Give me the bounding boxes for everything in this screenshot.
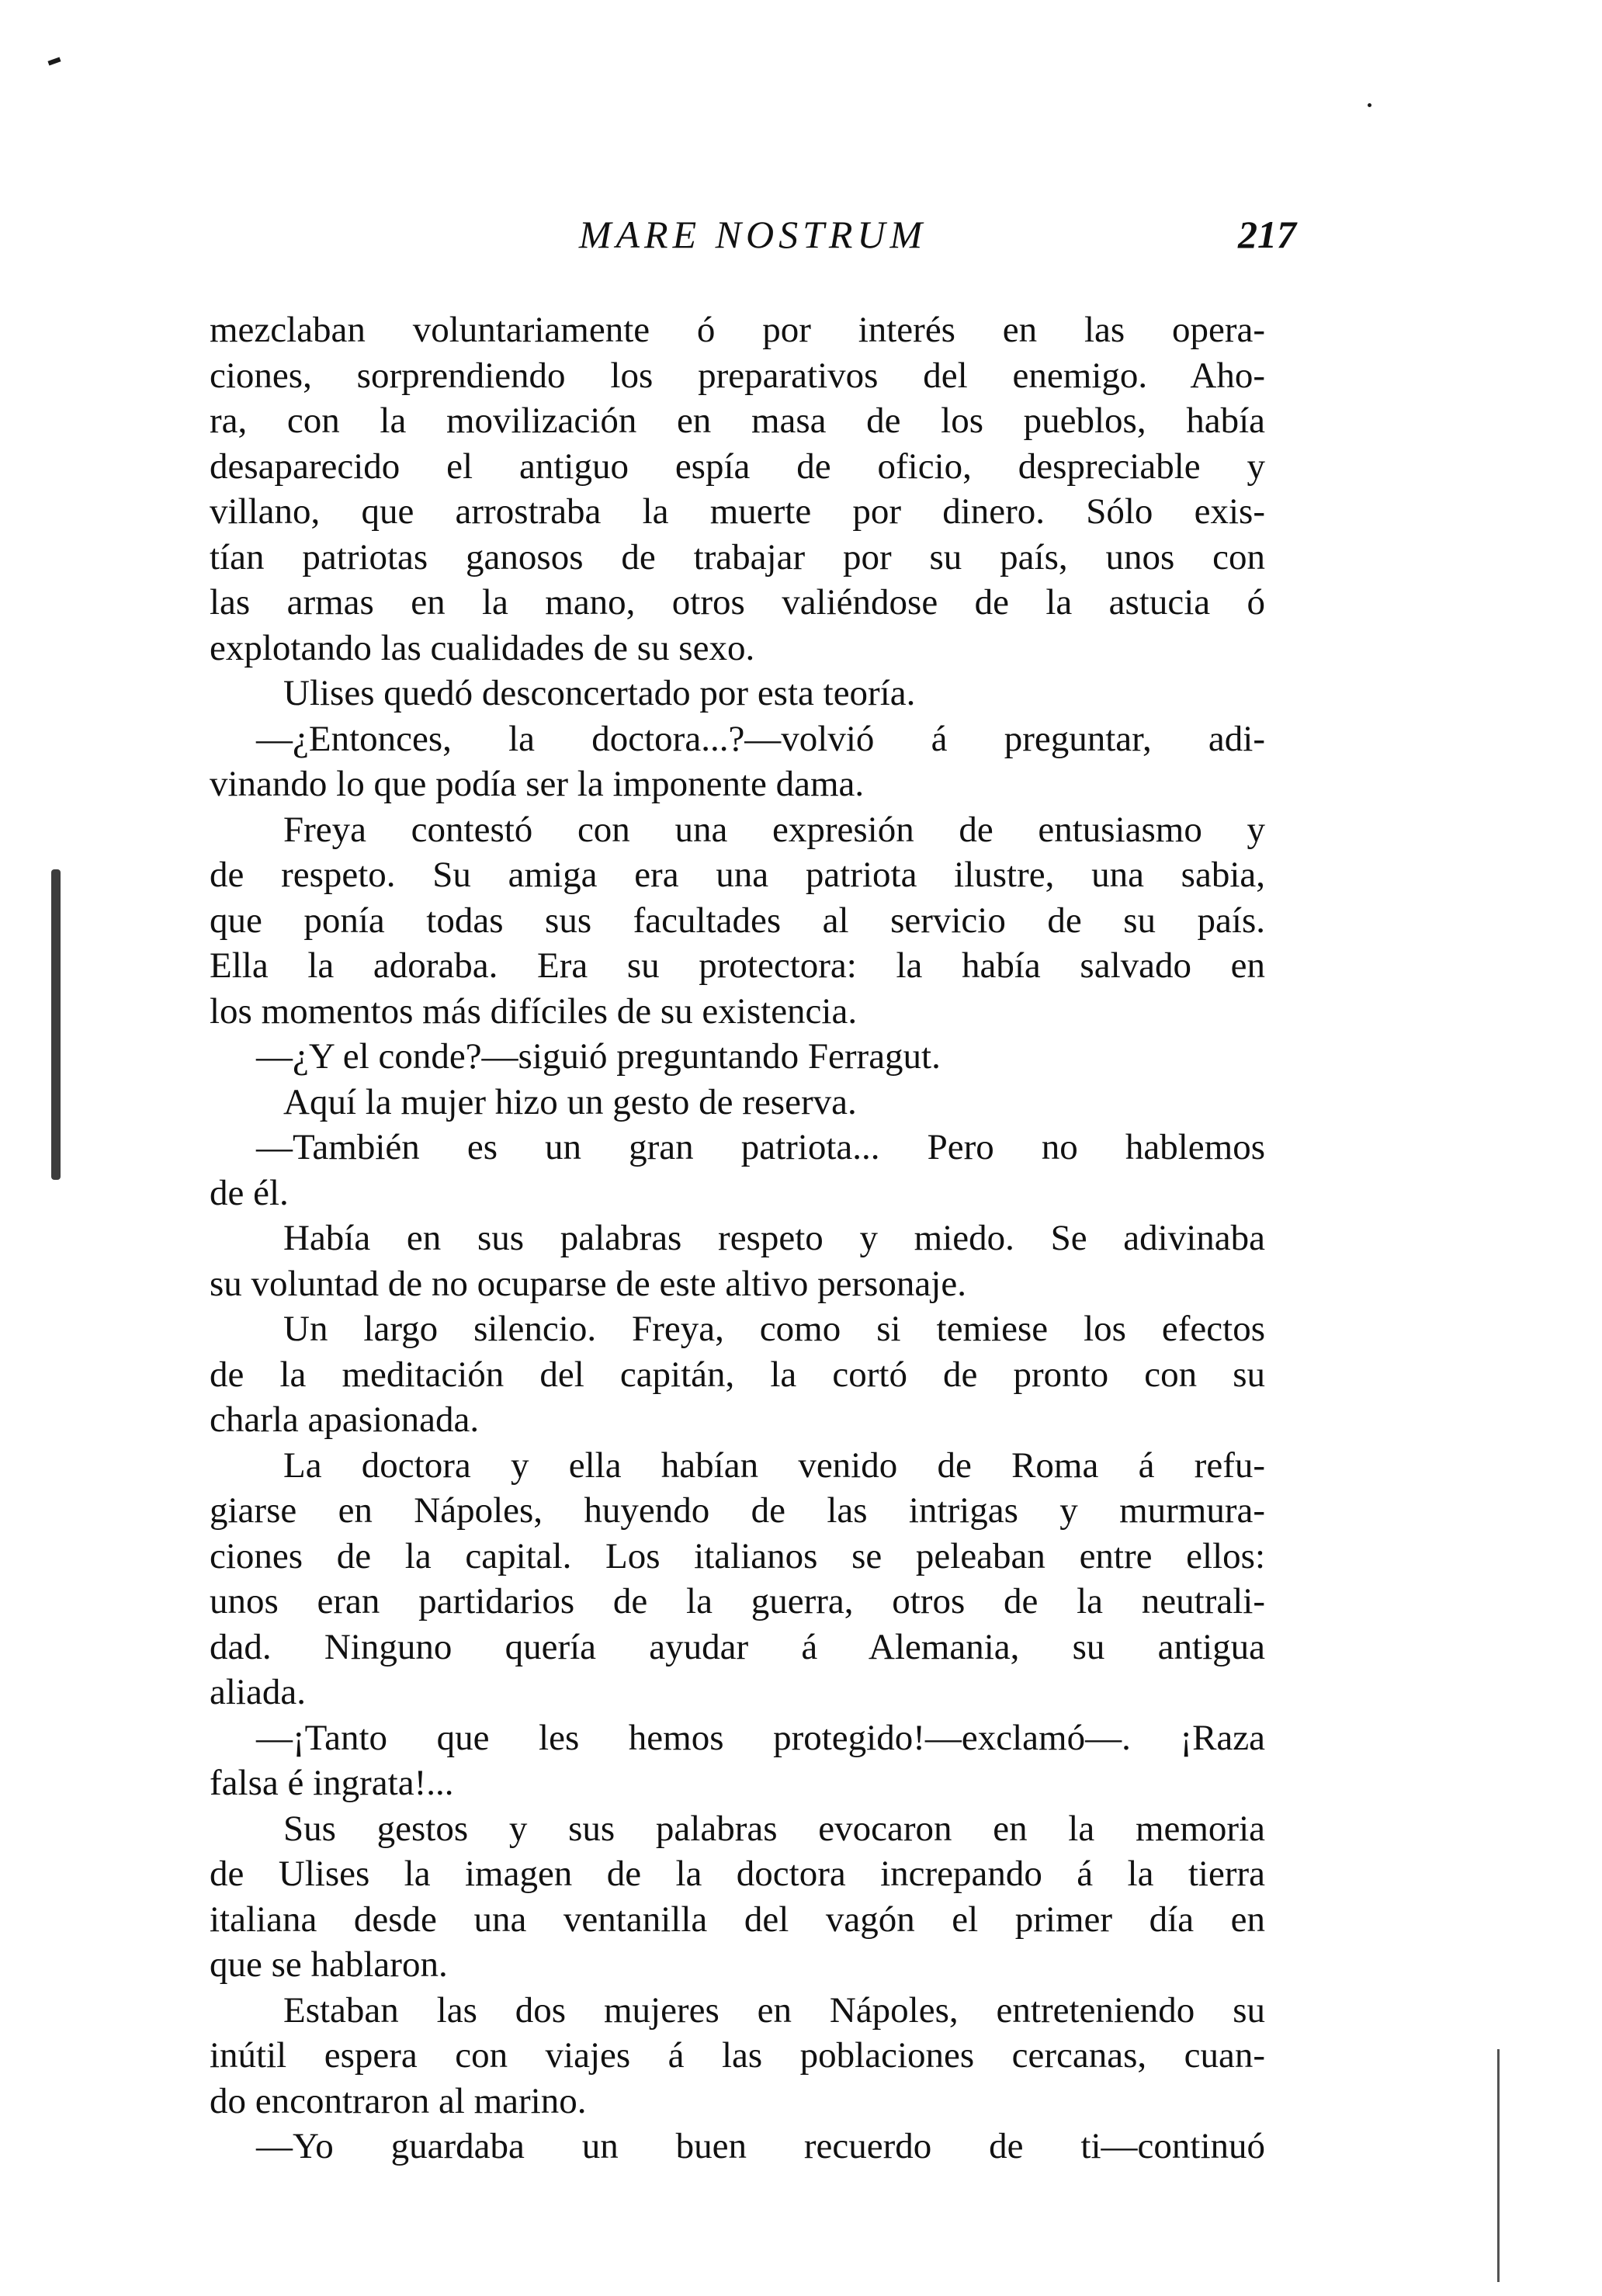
text-line: ra, con la movilización en masa de los pueblos, había	[210, 401, 1265, 441]
text-line: Freya contestó con una expresión de entusiasmo y	[283, 809, 1265, 850]
text-line: las armas en la mano, otros valiéndose de la astucia ó	[210, 582, 1265, 623]
text-line: ciones de la capital. Los italianos se peleaban entre ellos:	[210, 1535, 1265, 1576]
text-line: La doctora y ella habían venido de Roma á refu-	[283, 1445, 1265, 1486]
text-line: Sus gestos y sus palabras evocaron en la memoria	[283, 1808, 1265, 1849]
text-line: de respeto. Su amiga era una patriota ilustre, una sabia,	[210, 855, 1265, 895]
text-line: aliada.	[210, 1672, 306, 1712]
scan-edge-line-bottom-right	[1497, 2049, 1500, 2282]
scan-speck-top-right	[1368, 103, 1371, 107]
running-head	[210, 211, 1296, 258]
text-line: italiana desde una ventanilla del vagón el primer día en	[210, 1899, 1265, 1940]
text-line: —¿Y el conde?—siguió preguntando Ferragut.	[256, 1036, 941, 1077]
text-line: Aquí la mujer hizo un gesto de reserva.	[283, 1081, 857, 1122]
text-line: vinando lo que podía ser la imponente dama.	[210, 764, 865, 804]
text-line: dad. Ninguno quería ayudar á Alemania, su antigua	[210, 1626, 1265, 1667]
text-line: —También es un gran patriota... Pero no hablemos	[256, 1127, 1265, 1167]
text-line: villano, que arrostraba la muerte por dinero. Sólo exis-	[210, 491, 1265, 532]
text-line: Había en sus palabras respeto y miedo. Se adivinaba	[283, 1218, 1265, 1258]
text-line: charla apasionada.	[210, 1399, 480, 1440]
text-line: mezclaban voluntariamente ó por interés en las opera-	[210, 310, 1265, 350]
text-line: Estaban las dos mujeres en Nápoles, entreteniendo su	[283, 1989, 1265, 2031]
text-line: los momentos más difíciles de su existencia.	[210, 990, 858, 1032]
text-line: desaparecido el antiguo espía de oficio, despreciable y	[210, 446, 1265, 487]
text-line: de él.	[210, 1172, 289, 1213]
page-number: 217	[1238, 213, 1296, 256]
text-line: que se hablaron.	[210, 1944, 448, 1985]
text-line: —¡Tanto que les hemos protegido!—exclamó—. ¡Raza	[256, 1717, 1265, 1758]
text-line: unos eran partidarios de la guerra, otros de la neutrali-	[210, 1581, 1265, 1621]
text-line: que ponía todas sus facultades al servicio de su país.	[210, 900, 1265, 941]
text-line: falsa é ingrata!...	[210, 1763, 454, 1803]
text-line: explotando las cualidades de su sexo.	[210, 627, 755, 668]
text-line: Ella la adoraba. Era su protectora: la había salvado en	[210, 945, 1265, 986]
text-line: Un largo silencio. Freya, como si temiese los efectos	[283, 1309, 1265, 1349]
text-line: de Ulises la imagen de la doctora increpando á la tierra	[210, 1854, 1265, 1894]
text-line: su voluntad de no ocuparse de este altivo personaje.	[210, 1263, 966, 1304]
running-title: MARE NOSTRUM	[578, 213, 928, 256]
text-line: Ulises quedó desconcertado por esta teoría.	[283, 673, 916, 713]
text-line: inútil espera con viajes á las poblaciones cercanas, cuan-	[210, 2035, 1265, 2076]
text-line: —Yo guardaba un buen recuerdo de ti—continuó	[256, 2126, 1265, 2166]
text-line: tían patriotas ganosos de trabajar por su país, unos con	[210, 536, 1265, 577]
text-line: do encontraron al marino.	[210, 2080, 587, 2121]
text-line: ciones, sorprendiendo los preparativos del enemigo. Aho-	[210, 355, 1265, 396]
text-line: —¿Entonces, la doctora...?—volvió á preguntar, adi-	[256, 718, 1265, 759]
scan-mark-top-left	[47, 57, 61, 65]
scan-binding-shadow	[51, 869, 61, 1180]
text-line: giarse en Nápoles, huyendo de las intrigas y murmura-	[210, 1490, 1265, 1531]
text-line: de la meditación del capitán, la cortó de pronto con su	[210, 1354, 1265, 1395]
body-text	[210, 307, 1265, 2169]
